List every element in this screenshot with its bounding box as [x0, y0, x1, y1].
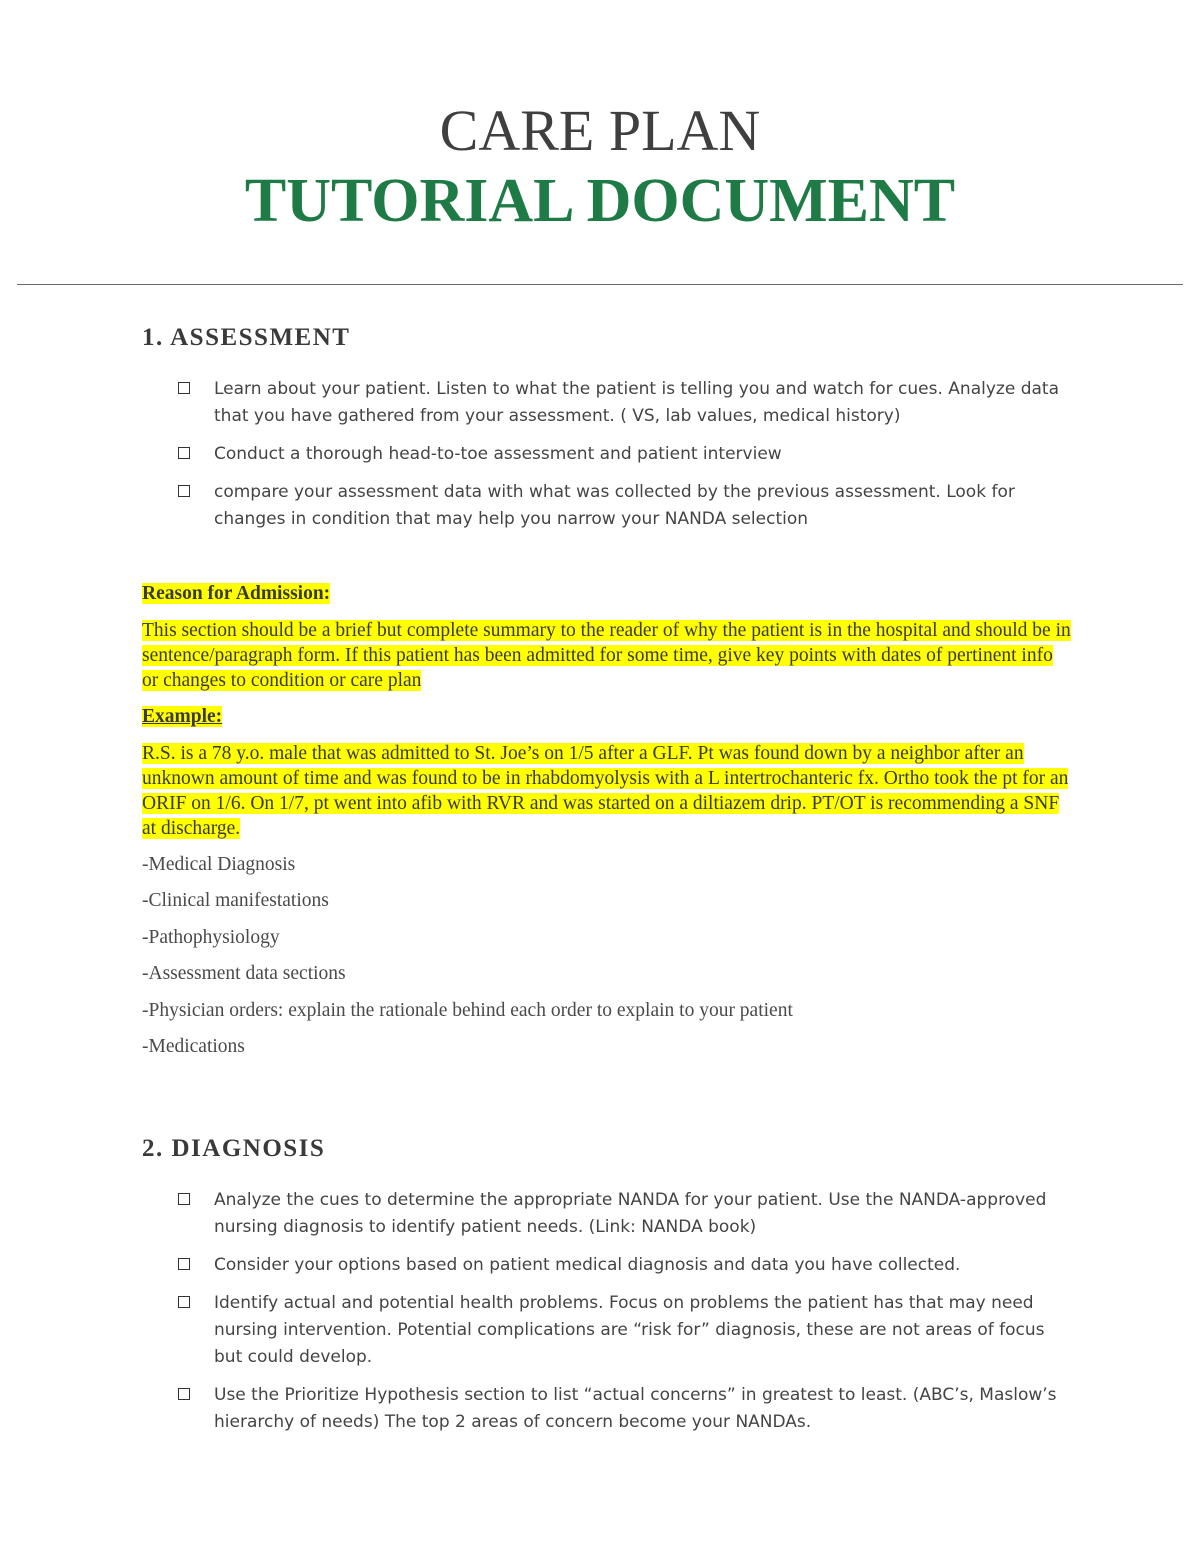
dash-item-pathophysiology: -Pathophysiology	[142, 927, 280, 948]
checklist-item	[178, 1252, 1068, 1279]
checklist-item	[178, 376, 1068, 430]
reason-body-text: This section should be a brief but complete summary to the reader of why the patient is in the hospital and should be in sentence/paragraph form. If this patient has been admitted for some time, give key points with dates of pertinent info or changes to condition or care plan	[142, 620, 1071, 691]
example-body	[142, 741, 1072, 841]
checkbox-icon[interactable]	[178, 382, 190, 394]
checkbox-icon[interactable]	[178, 1388, 190, 1400]
checklist-item-text: Identify actual and potential health problems. Focus on problems the patient has that may need nursing intervention. Potential complications are “risk for” diagnosis, these are not areas of focus but could develop.	[214, 1293, 1045, 1367]
checklist-item	[178, 1382, 1068, 1436]
dash-item-medical-diagnosis: -Medical Diagnosis	[142, 854, 296, 875]
checklist-item	[178, 1290, 1068, 1371]
checklist-item-text: compare your assessment data with what was collected by the previous assessment. Look for changes in condition that may help you narrow your NANDA selection	[214, 482, 1015, 529]
reason-body	[142, 618, 1072, 693]
checkbox-icon[interactable]	[178, 485, 190, 497]
checkbox-icon[interactable]	[178, 1296, 190, 1308]
dash-item-medications: -Medications	[142, 1036, 245, 1057]
checklist-item-text: Learn about your patient. Listen to what the patient is telling you and watch for cues. Analyze data that you have gathered from your assessment. ( VS, lab values, medical history)	[214, 379, 1059, 426]
dash-item-clinical-manifestations: -Clinical manifestations	[142, 890, 329, 911]
diagnosis-heading: 2. DIAGNOSIS	[142, 1135, 326, 1162]
reason-label	[142, 581, 1072, 606]
dash-item-physician-orders: -Physician orders: explain the rationale behind each order to explain to your patient	[142, 1000, 793, 1021]
checkbox-icon[interactable]	[178, 447, 190, 459]
checklist-item-text: Analyze the cues to determine the appropriate NANDA for your patient. Use the NANDA-approved nursing diagnosis to identify patient needs. (Link: NANDA book)	[214, 1190, 1047, 1237]
document-subtitle: TUTORIAL DOCUMENT	[244, 167, 956, 235]
checkbox-icon[interactable]	[178, 1258, 190, 1270]
diagnosis-checklist	[178, 1187, 1068, 1447]
header-divider	[17, 284, 1183, 285]
checklist-item-text: Consider your options based on patient medical diagnosis and data you have collected.	[214, 1255, 961, 1275]
checklist-item-text: Use the Prioritize Hypothesis section to list “actual concerns” in greatest to least. (ABC’s, Maslow’s hierarchy of needs) The top 2 areas of concern become your NANDAs.	[214, 1385, 1057, 1432]
assessment-checklist	[178, 376, 1068, 544]
example-label-text: Example:	[142, 706, 223, 727]
checkbox-icon[interactable]	[178, 1193, 190, 1205]
example-body-text: R.S. is a 78 y.o. male that was admitted to St. Joe’s on 1/5 after a GLF. Pt was found down by a neighbor after an unknown amount of time and was found to be in rhabdomyolysis with a L intertrochanteric fx. Ortho took the pt for an ORIF on 1/6. On 1/7, pt went into afib with RVR and was started on a diltiazem drip. PT/OT is recommending a SNF at discharge.	[142, 743, 1069, 839]
assessment-heading: 1. ASSESSMENT	[142, 324, 351, 351]
checklist-item	[178, 479, 1068, 533]
checklist-item	[178, 441, 1068, 468]
dash-item-assessment-data: -Assessment data sections	[142, 963, 346, 984]
example-label	[142, 704, 1072, 729]
document-title: CARE PLAN	[439, 98, 761, 163]
checklist-item	[178, 1187, 1068, 1241]
reason-label-text: Reason for Admission:	[142, 583, 331, 604]
checklist-item-text: Conduct a thorough head-to-toe assessment and patient interview	[214, 444, 782, 464]
